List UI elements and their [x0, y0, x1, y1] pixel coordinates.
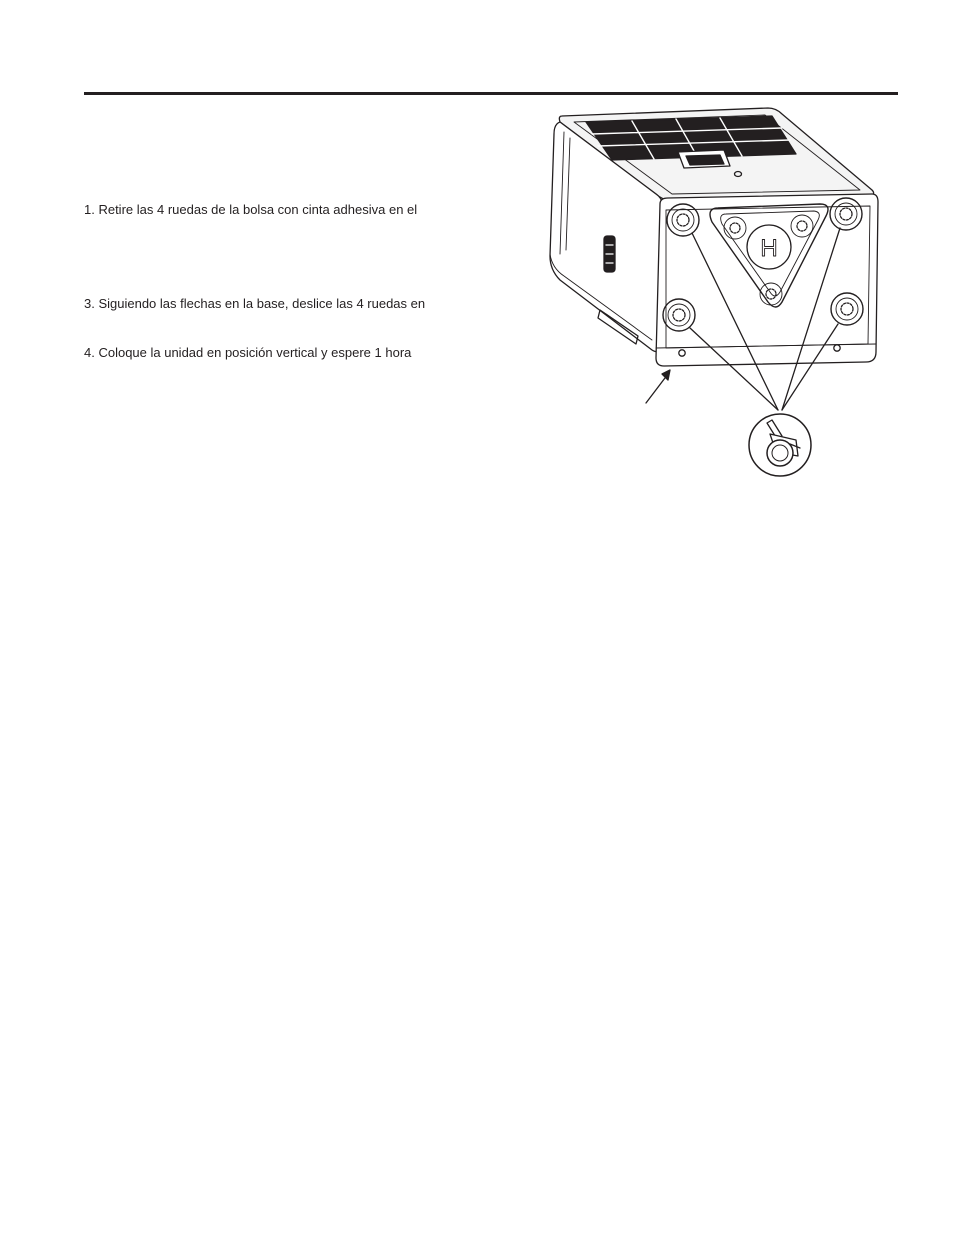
- base-logo: H: [760, 235, 778, 262]
- side-vent: [604, 236, 615, 272]
- header-rule: [84, 92, 898, 95]
- pointer-arrow: [646, 370, 670, 403]
- caster-callout: [749, 414, 811, 476]
- instruction-step-1: 1. Retire las 4 ruedas de la bolsa con cinta adhesiva en el: [84, 202, 418, 217]
- caster-installation-illustration: [520, 104, 900, 484]
- instruction-step-4: 4. Coloque la unidad en posición vertical y espere 1 hora: [84, 345, 412, 360]
- instruction-step-3: 3. Siguiendo las flechas en la base, deslice las 4 ruedas en: [84, 296, 426, 311]
